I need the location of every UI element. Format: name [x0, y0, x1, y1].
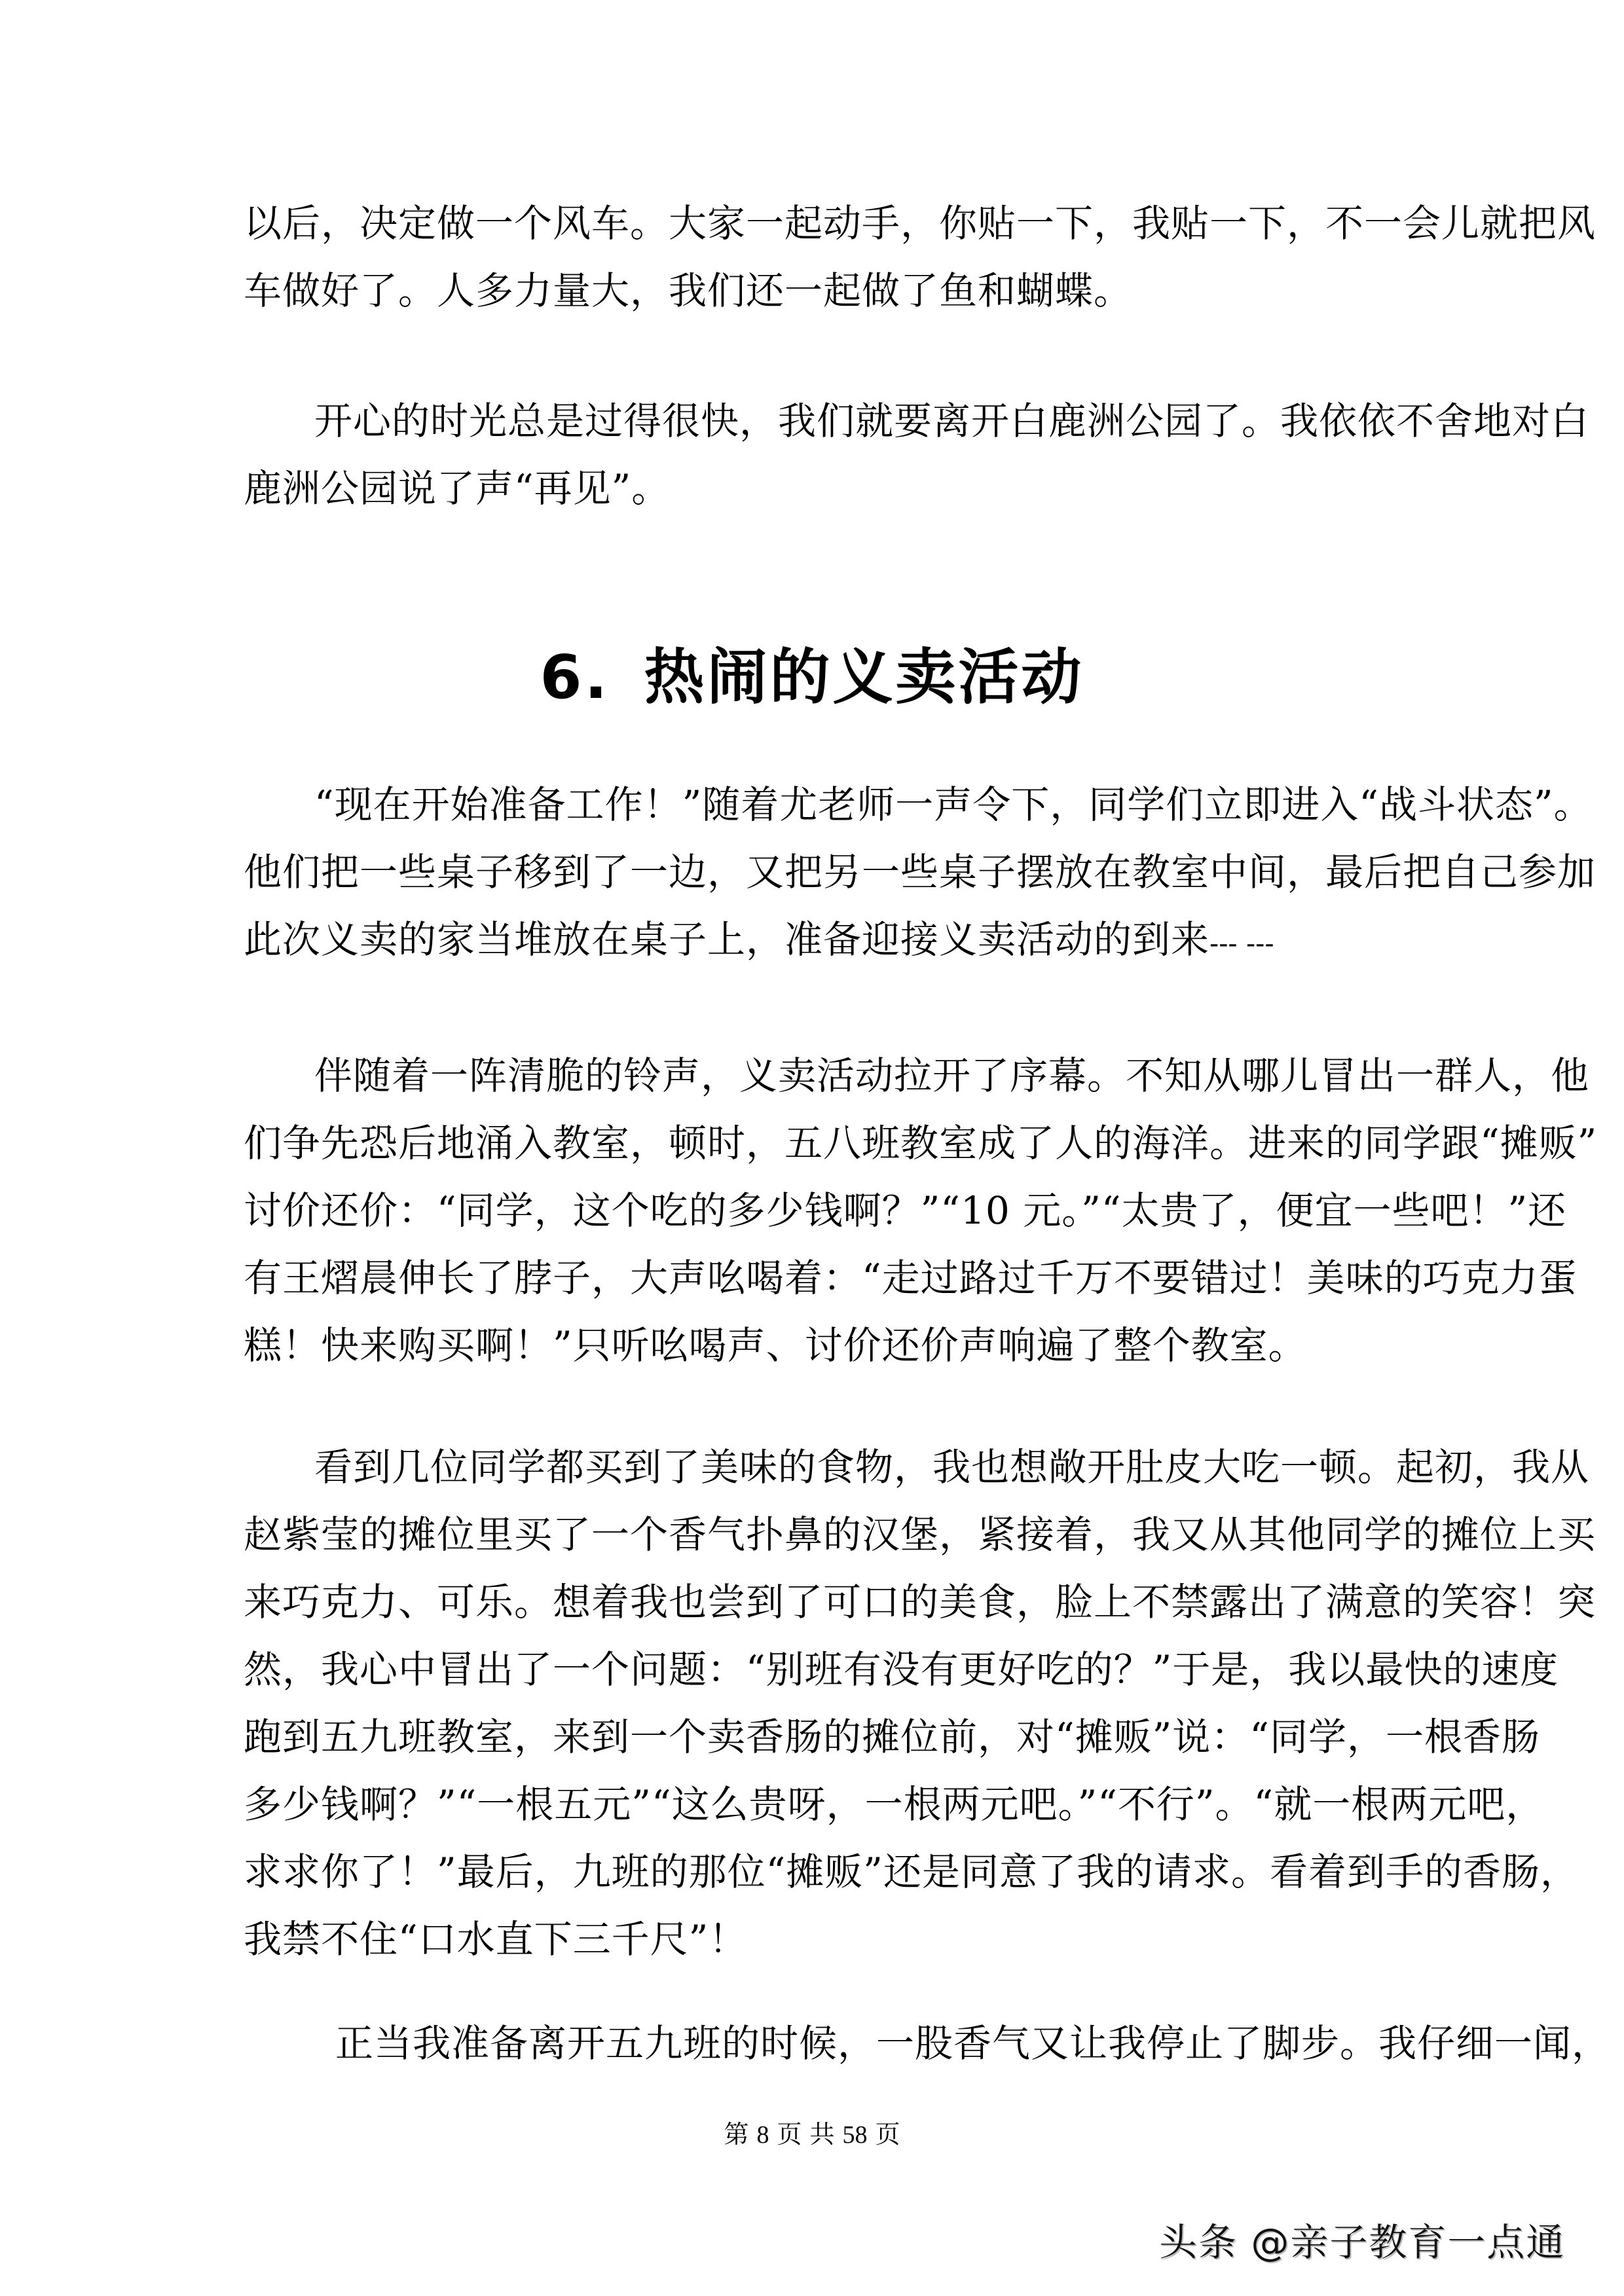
text-line: 讨价还价：“同学，这个吃的多少钱啊？”“10 元。”“太贵了，便宜一些吧！”还: [244, 1188, 1567, 1233]
text-line: 伴随着一阵清脆的铃声，义卖活动拉开了序幕。不知从哪儿冒出一群人，他: [314, 1053, 1590, 1098]
text-line: “现在开始准备工作！”随着尤老师一声令下，同学们立即进入“战斗状态”。: [314, 782, 1593, 827]
paragraph-buying-food: [244, 1434, 1596, 1973]
text-line: 以后，决定做一个风车。大家一起动手，你贴一下，我贴一下，不一会儿就把风: [244, 201, 1596, 246]
paragraph-leaving-park: [244, 388, 1590, 522]
footer-label: 第: [724, 2121, 749, 2149]
paragraph-sale-begins: [244, 1042, 1598, 1379]
footer-label: 共: [809, 2121, 835, 2149]
footer-label: 页: [875, 2121, 900, 2149]
total-pages-number: 58: [842, 2121, 868, 2149]
text-line: 看到几位同学都买到了美味的食物，我也想敞开肚皮大吃一顿。起初，我从: [314, 1445, 1590, 1489]
text-line: 来巧克力、可乐。想着我也尝到了可口的美食，脸上不禁露出了满意的笑容！突: [244, 1580, 1596, 1624]
section-title-text: 热闹的义卖活动: [644, 642, 1084, 712]
text-line: 他们把一些桌子移到了一边，又把另一些桌子摆放在教室中间，最后把自己参加: [244, 850, 1596, 894]
current-page-number: 8: [756, 2121, 769, 2149]
text-line: 求求你了！”最后，九班的那位“摊贩”还是同意了我的请求。看着到手的香肠，: [244, 1850, 1579, 1894]
text-line: 开心的时光总是过得很快，我们就要离开白鹿洲公园了。我依依不舍地对白: [314, 399, 1590, 443]
text-line: 正当我准备离开五九班的时候，一股香气又让我停止了脚步。我仔细一闻，: [335, 2021, 1611, 2066]
ellipsis: --- ---: [1209, 927, 1274, 959]
text-line: 糕！快来购买啊！”只听吆喝声、讨价还价声响遍了整个教室。: [244, 1323, 1307, 1368]
source-watermark: 头条 @亲子教育一点通: [1159, 2220, 1566, 2265]
section-number: 6.: [540, 642, 610, 712]
section-title: [0, 638, 1624, 717]
paragraph-another-smell: [244, 2010, 1611, 2077]
page-number-footer: [0, 2119, 1624, 2151]
text-segment: 此次义卖的家当堆放在桌子上，准备迎接义卖活动的到来: [244, 917, 1210, 962]
paragraph-preparation: [244, 771, 1596, 974]
text-line: 然，我心中冒出了一个问题：“别班有没有更好吃的？”于是，我以最快的速度: [244, 1647, 1559, 1692]
text-line: 多少钱啊？”“一根五元”“这么贵呀，一根两元吧。”“不行”。“就一根两元吧，: [244, 1782, 1545, 1827]
footer-label: 页: [777, 2121, 802, 2149]
text-line: 我禁不住“口水直下三千尺”！: [244, 1917, 748, 1961]
text-line: [244, 906, 1386, 974]
text-line: 有王熠晨伸长了脖子，大声吆喝着：“走过路过千万不要错过！美味的巧克力蛋: [244, 1256, 1578, 1300]
paragraph-windmill: [244, 190, 1596, 325]
text-line: 赵紫莹的摊位里买了一个香气扑鼻的汉堡，紧接着，我又从其他同学的摊位上买: [244, 1512, 1596, 1557]
text-line: 们争先恐后地涌入教室，顿时，五八班教室成了人的海洋。进来的同学跟“摊贩”: [244, 1121, 1598, 1165]
text-line: 鹿洲公园说了声“再见”。: [244, 466, 671, 511]
text-line: 车做好了。人多力量大，我们还一起做了鱼和蝴蝶。: [244, 268, 1133, 313]
text-line: 跑到五九班教室，来到一个卖香肠的摊位前，对“摊贩”说：“同学，一根香肠: [244, 1715, 1540, 1759]
